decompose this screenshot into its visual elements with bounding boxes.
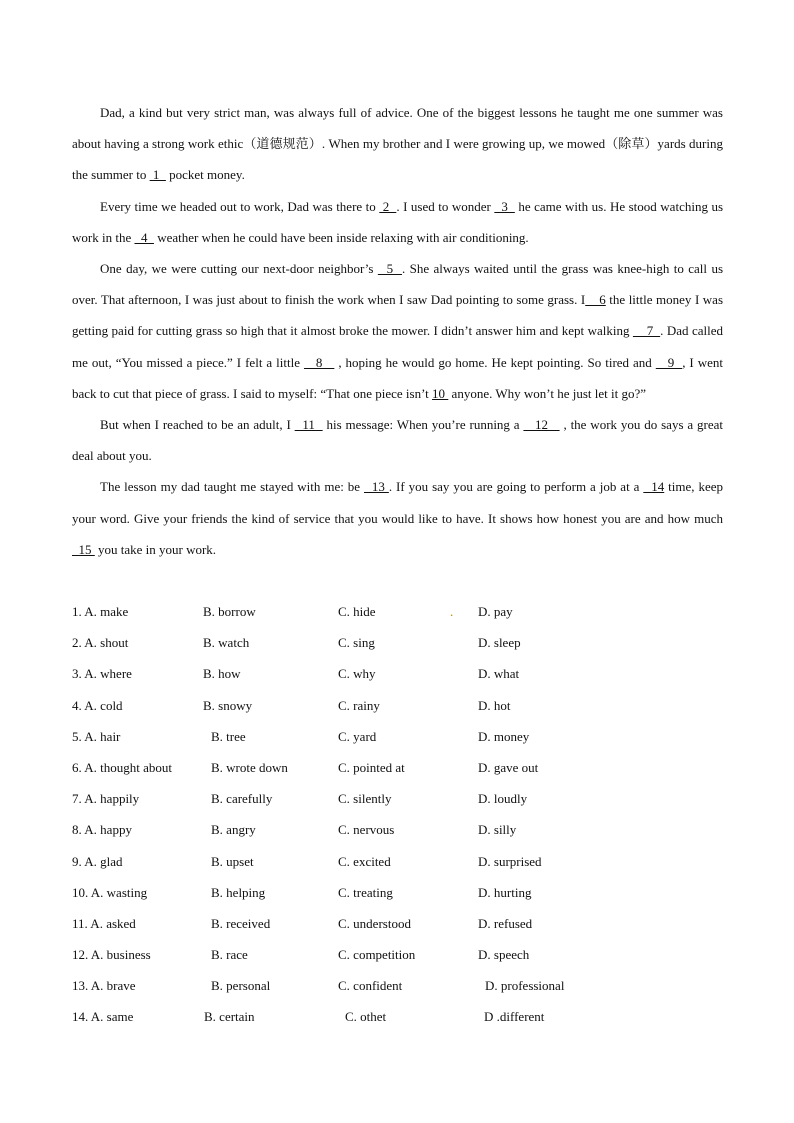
paragraph-text: Dad, a kind but very strict man, was always full of advice. One of the biggest lessons he taught me one summer was about having a strong work ethic（道德规范）. When my brother and I were growing up, we mowed（除草）yards during the summer to: [72, 105, 723, 183]
option-b: B. received: [211, 915, 271, 931]
paragraph-text: . She always waited until the grass was knee-high to call us over. That afternoon, I was just about to finish the work when I saw Dad pointing to some grass. I: [72, 261, 723, 308]
option-a: 5. A. hair: [72, 728, 121, 744]
option-b: B. race: [211, 947, 248, 963]
paragraph-1: [72, 97, 723, 191]
paragraph-4: [72, 409, 723, 471]
option-c: C. why: [338, 666, 376, 682]
paragraph-text: you take in your work.: [94, 541, 217, 557]
paragraph-text: Every time we headed out to work, Dad was there to: [100, 198, 380, 214]
option-a: 6. A. thought about: [72, 759, 173, 775]
paragraph-text: The lesson my dad taught me stayed with me: be: [100, 479, 364, 495]
option-c: C. sing: [338, 635, 375, 651]
option-a: 14. A. same: [72, 1009, 134, 1025]
option-row: [72, 846, 723, 877]
option-a: 2. A. shout: [72, 635, 129, 651]
blank-13: 13: [364, 479, 389, 495]
option-b: B. borrow: [203, 604, 256, 619]
option-c: C. rainy: [338, 697, 380, 713]
paragraph-text: . I used to wonder: [396, 198, 495, 214]
paragraph-text: One day, we were cutting our next-door neighbor’s: [100, 261, 378, 277]
option-row: [72, 970, 723, 1001]
paragraph-3: [72, 253, 723, 409]
option-b: B. personal: [211, 978, 271, 994]
option-b: B. upset: [211, 853, 254, 869]
option-d: D .different: [484, 1009, 545, 1025]
option-b: B. how: [203, 666, 241, 682]
option-d: D. speech: [478, 947, 530, 963]
paragraph-text: . Dad called me out, “You missed a piece.” I felt a little: [72, 323, 723, 370]
paragraph-2: [72, 191, 723, 253]
paragraph-text: time, keep your word. Give your friends the kind of service that you would like to have. It shows how honest you are and how much: [72, 479, 724, 526]
option-row: [72, 596, 723, 627]
option-row: [72, 627, 723, 658]
option-d: D. hurting: [478, 884, 532, 900]
option-row: [72, 939, 723, 970]
option-c: C. understood: [338, 915, 411, 931]
paragraph-text: . If you say you are going to perform a job at a: [388, 479, 644, 495]
option-a: 11. A. asked: [72, 915, 136, 931]
option-d: D. pay: [478, 604, 513, 619]
option-row: [72, 877, 723, 908]
option-c: C. yard: [338, 728, 377, 744]
paragraph-text: weather when he could have been inside relaxing with air conditioning.: [153, 229, 529, 245]
option-b: B. certain: [204, 1009, 255, 1025]
option-c: C. excited: [338, 853, 391, 869]
option-d: D. refused: [478, 915, 533, 931]
option-d: D. loudly: [478, 791, 528, 807]
option-b: B. watch: [203, 635, 250, 651]
blank-12: 12: [523, 417, 560, 433]
blank-1: 1: [149, 167, 166, 183]
option-row: [72, 752, 723, 783]
paragraph-5: [72, 471, 723, 565]
option-row: [72, 721, 723, 752]
blank-4: 4: [134, 229, 154, 245]
option-c: C. confident: [338, 978, 403, 994]
option-b: B. helping: [211, 884, 266, 900]
passage: [72, 97, 723, 565]
answer-options: [72, 596, 723, 1033]
blank-2: 2: [379, 198, 397, 214]
option-d: D. what: [478, 666, 520, 682]
stray-dot: .: [450, 604, 454, 619]
option-row: [72, 690, 723, 721]
option-b: B. angry: [211, 822, 256, 838]
blank-8: 8: [303, 354, 335, 370]
blank-5: 5: [377, 261, 402, 277]
option-c: C. hide: [338, 604, 376, 619]
option-c: C. othet: [345, 1009, 387, 1025]
option-a: 1. A. make: [72, 604, 129, 619]
blank-3: 3: [494, 198, 515, 214]
blank-6: 6: [585, 292, 606, 308]
blank-9: 9: [655, 354, 683, 370]
option-d: D. silly: [478, 822, 517, 838]
option-b: B. snowy: [203, 697, 253, 713]
paragraph-text: the little money I was getting paid for cutting grass so high that it almost broke the mower. I didn’t answer him and kept walking: [72, 292, 724, 339]
blank-11: 11: [294, 417, 323, 433]
option-a: 3. A. where: [72, 666, 132, 682]
option-row: [72, 658, 723, 689]
option-a: 10. A. wasting: [72, 884, 148, 900]
option-row: [72, 908, 723, 939]
option-c: C. competition: [338, 947, 416, 963]
option-a: 4. A. cold: [72, 697, 123, 713]
blank-7: 7: [632, 323, 661, 339]
option-a: 7. A. happily: [72, 791, 140, 807]
option-d: D. money: [478, 728, 530, 744]
paragraph-text: , hoping he would go home. He kept pointing. So tired and: [334, 354, 656, 370]
paragraph-text: But when I reached to be an adult, I: [100, 417, 295, 433]
option-d: D. sleep: [478, 635, 521, 651]
paragraph-text: anyone. Why won’t he just let it go?”: [448, 385, 647, 401]
option-d: D. gave out: [478, 759, 539, 775]
blank-10: 10: [432, 385, 449, 401]
option-c: C. silently: [338, 791, 392, 807]
option-a: 8. A. happy: [72, 822, 132, 838]
option-row: [72, 1001, 723, 1032]
option-a: 12. A. business: [72, 947, 151, 963]
option-b: B. wrote down: [211, 759, 288, 775]
paragraph-text: , I went back to cut that piece of grass. I said to myself: “That one piece isn’t: [72, 354, 723, 401]
paragraph-text: his message: When you’re running a: [322, 417, 524, 433]
paragraph-text: , the work you do says a great deal about you.: [72, 417, 723, 464]
option-d: D. professional: [485, 978, 565, 994]
option-b: B. carefully: [211, 791, 273, 807]
option-d: D. surprised: [478, 853, 542, 869]
paragraph-text: pocket money.: [165, 167, 245, 183]
option-b: B. tree: [211, 728, 246, 744]
option-row: [72, 783, 723, 814]
option-c: C. nervous: [338, 822, 395, 838]
paragraph-text: he came with us. He stood watching us work in the: [72, 198, 724, 245]
option-a: 13. A. brave: [72, 978, 136, 994]
option-row: [72, 814, 723, 845]
blank-15: 15: [72, 541, 95, 557]
blank-14: 14: [643, 479, 665, 495]
option-a: 9. A. glad: [72, 853, 123, 869]
option-c: C. pointed at: [338, 759, 405, 775]
option-d: D. hot: [478, 697, 511, 713]
option-c: C. treating: [338, 884, 393, 900]
